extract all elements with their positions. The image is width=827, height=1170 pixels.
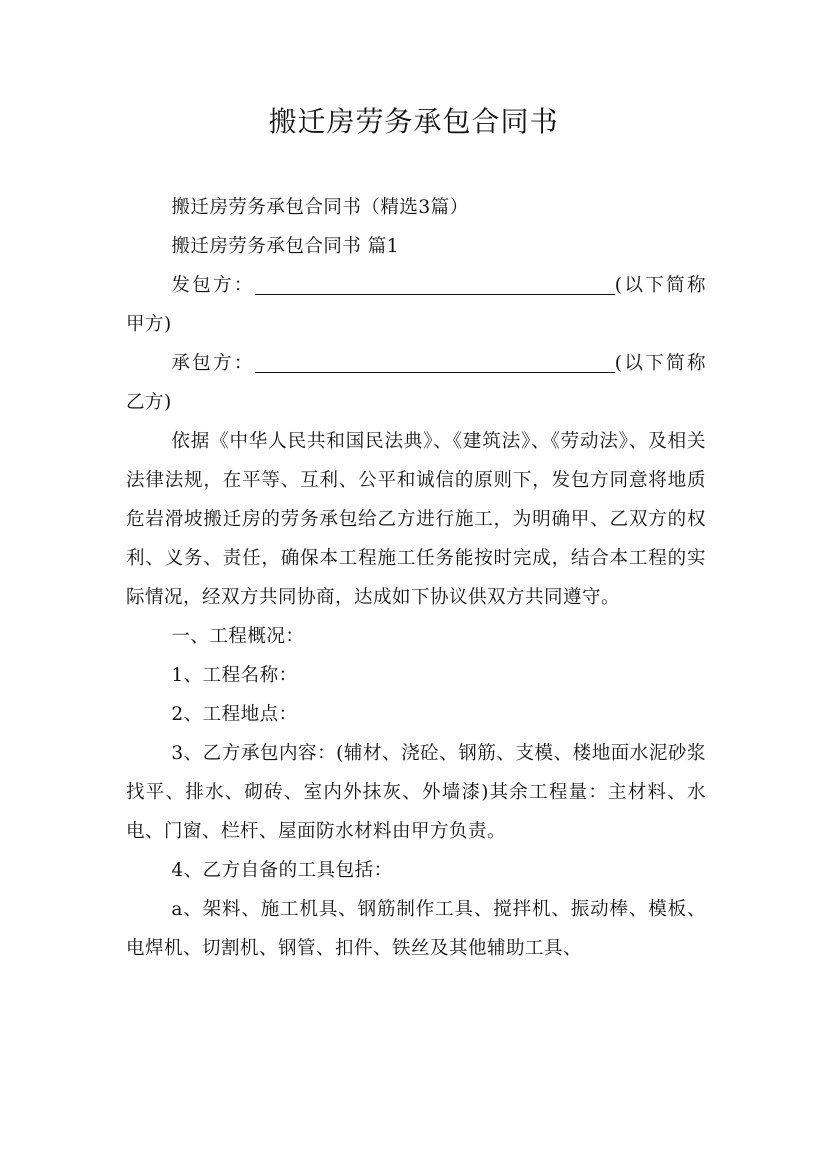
item-3: 3、乙方承包内容：(辅材、浇砼、钢筋、支模、楼地面水泥砂浆找平、排水、砌砖、室内外抹灰、外墙漆)其余工程量：主材料、水电、门窗、栏杆、屋面防水材料由甲方负责。 xyxy=(126,743,706,842)
document-title: 搬迁房劳务承包合同书 xyxy=(268,105,559,138)
document-subtitle: 搬迁房劳务承包合同书（精选3篇） xyxy=(171,197,469,218)
party-b-label: 承包方： xyxy=(171,353,255,374)
item-2: 2、工程地点： xyxy=(171,704,298,725)
document-body xyxy=(126,188,706,968)
item-4a: a、架料、施工机具、钢筋制作工具、搅拌机、振动棒、模板、电焊机、切割机、钢管、扣件、铁丝及其他辅助工具、 xyxy=(126,899,706,959)
party-b-blank-line xyxy=(255,350,615,373)
party-b-suffix: (以下简称乙方) xyxy=(126,353,706,413)
section-heading: 搬迁房劳务承包合同书 篇1 xyxy=(171,236,399,257)
intro-paragraph: 依据《中华人民共和国民法典》、《建筑法》、《劳动法》、及相关法律法规，在平等、互利、公平和诚信的原则下，发包方同意将地质危岩滑坡搬迁房的劳务承包给乙方进行施工，为明确甲、乙双方的权利、义务、责任，确保本工程施工任务能按时完成，结合本工程的实际情况，经双方共同协商，达成如下协议供双方共同遵守。 xyxy=(126,431,706,608)
party-a-line xyxy=(126,266,706,344)
party-b-line xyxy=(126,344,706,422)
party-a-blank-line xyxy=(255,272,615,295)
party-a-label: 发包方： xyxy=(171,275,255,296)
section-1-title: 一、工程概况： xyxy=(171,626,305,647)
item-4: 4、乙方自备的工具包括： xyxy=(171,860,393,881)
item-1: 1、工程名称： xyxy=(171,665,298,686)
party-a-suffix: (以下简称甲方) xyxy=(126,275,706,335)
